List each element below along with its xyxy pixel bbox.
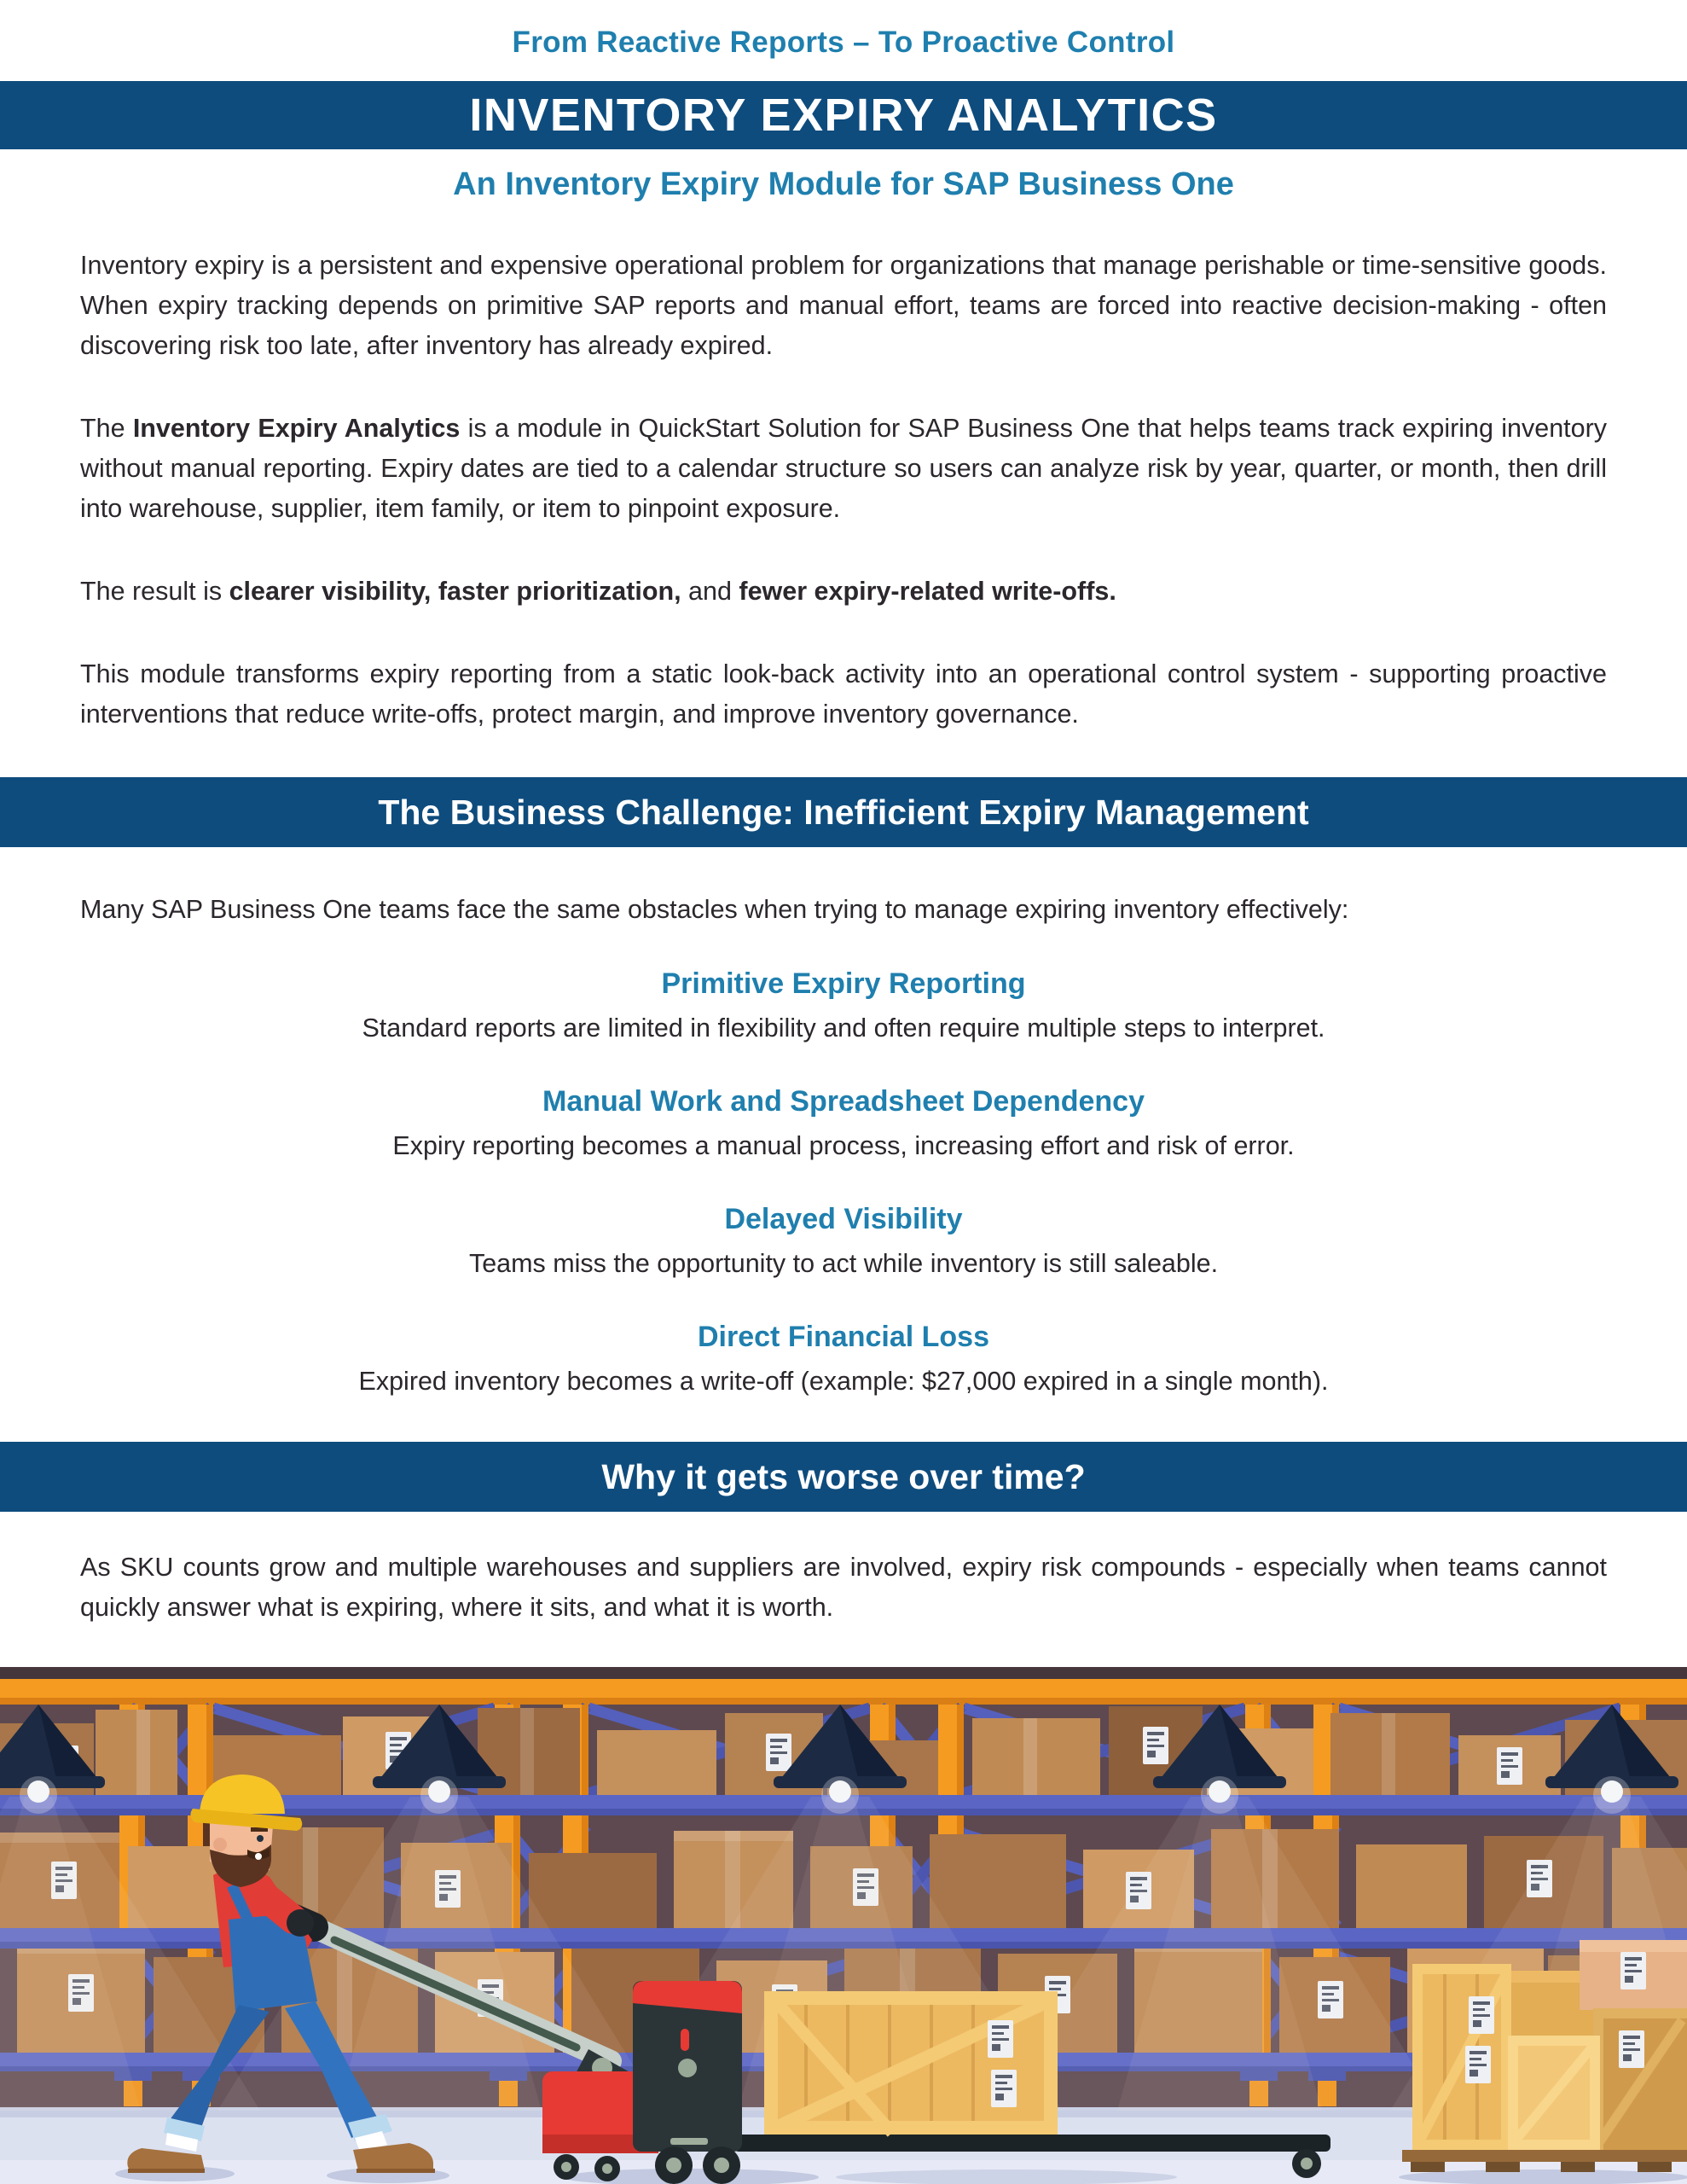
intro-paragraph-4: This module transforms expiry reporting from a static look-back activity into an operational control system - supporting proactive interventions that reduce write-offs, protect margin, and improve inventory governance. bbox=[80, 659, 1607, 729]
challenge-item-title: Direct Financial Loss bbox=[698, 1321, 989, 1353]
challenge-item-body: Expired inventory becomes a write-off (example: $27,000 expired in a single month). bbox=[358, 1367, 1329, 1396]
intro-p3-bold: clearer visibility, faster prioritization, bbox=[229, 577, 681, 606]
challenge-item bbox=[0, 1321, 1687, 1401]
challenge-item-body: Teams miss the opportunity to act while inventory is still saleable. bbox=[468, 1249, 1219, 1278]
worse-banner-title: Why it gets worse over time? bbox=[601, 1456, 1086, 1496]
intro-p3-text: The result is bbox=[80, 577, 229, 606]
intro-paragraph-3 bbox=[80, 572, 1607, 612]
challenge-item bbox=[0, 967, 1687, 1048]
kicker-title: From Reactive Reports – To Proactive Control bbox=[512, 26, 1175, 59]
worse-banner bbox=[0, 1442, 1687, 1512]
intro-section bbox=[80, 246, 1607, 735]
worse-body: As SKU counts grow and multiple warehouses and suppliers are involved, expiry risk compounds - especially when teams cannot quickly answer what is expiring, where it sits, and what it is worth. bbox=[80, 1553, 1607, 1622]
challenge-item-title: Delayed Visibility bbox=[724, 1203, 963, 1235]
intro-p3-bold: fewer expiry-related write-offs. bbox=[739, 577, 1116, 606]
challenge-item-title: Manual Work and Spreadsheet Dependency bbox=[542, 1085, 1145, 1118]
intro-p2-text: is a module in QuickStart Solution for SAP Business One that helps teams track expiring inventory without manual reporting. Expiry dates are tied to a calendar structure so users can analyze risk by year, quarter, or month, then drill into warehouse, supplier, item family, or item to pinpoint exposure. bbox=[80, 414, 1608, 523]
main-title-banner bbox=[0, 81, 1687, 149]
warehouse-illustration bbox=[0, 1667, 1687, 2184]
intro-paragraph-1: Inventory expiry is a persistent and expensive operational problem for organizations that manage perishable or time-sensitive goods. When expiry tracking depends on primitive SAP reports and manual effort, teams are forced into reactive decision-making - often discovering risk too late, after inventory has already expired. bbox=[80, 251, 1607, 360]
challenge-banner bbox=[0, 777, 1687, 847]
challenge-lead: Many SAP Business One teams face the same obstacles when trying to manage expiring inventory effectively: bbox=[80, 895, 1349, 924]
page-title: INVENTORY EXPIRY ANALYTICS bbox=[469, 90, 1218, 141]
wooden-crate bbox=[764, 1991, 1058, 2135]
intro-paragraph-2 bbox=[80, 409, 1607, 529]
challenge-item-body: Standard reports are limited in flexibility and often require multiple steps to interpret. bbox=[362, 1014, 1325, 1043]
intro-p2-bold: Inventory Expiry Analytics bbox=[132, 414, 461, 443]
intro-p2-text: The bbox=[80, 414, 133, 443]
wooden-crate-stack bbox=[1402, 1940, 1687, 2172]
warehouse-scene bbox=[0, 1667, 1687, 2184]
challenge-item-title: Primitive Expiry Reporting bbox=[661, 967, 1026, 1000]
challenge-item-body: Expiry reporting becomes a manual process, increasing effort and risk of error. bbox=[392, 1131, 1295, 1160]
challenge-banner-title: The Business Challenge: Inefficient Expiry Management bbox=[378, 792, 1309, 832]
intro-p3-text: and bbox=[681, 577, 739, 606]
challenge-item bbox=[0, 1085, 1687, 1165]
page-subtitle: An Inventory Expiry Module for SAP Business One bbox=[453, 166, 1234, 202]
challenge-item bbox=[0, 1203, 1687, 1283]
